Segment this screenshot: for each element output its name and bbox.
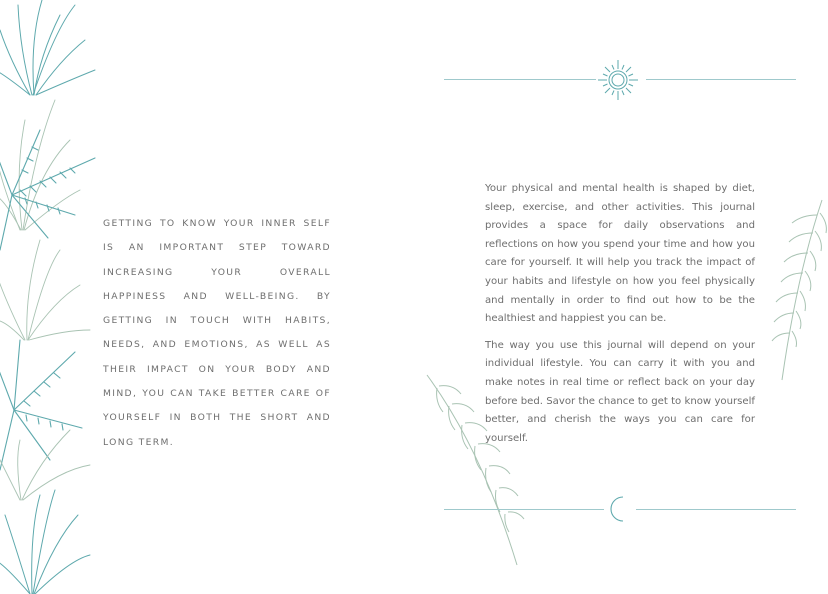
top-divider-left [444, 79, 596, 80]
paragraph-1: Your physical and mental health is shaped by diet, sleep, exercise, and other activities. This journal provides a space for daily observations and reflections on how you spend your time and how you care for yourself. It will help you track the impact of your habits and lifestyle on how you feel physically and mentally in order to find out how to be the healthiest and happiest you can be. [485, 183, 755, 325]
bottom-divider-left [444, 509, 604, 510]
intro-uppercase-text: GETTING TO KNOW YOUR INNER SELF IS AN IMPORTANT STEP TOWARD INCREASING YOUR OVERALL HAPPINESS AND WELL-BEING. BY GETTING IN TOUCH WITH HABITS, NEEDS, AND EMOTIONS, AS WELL AS THEIR IMPACT ON YOUR BODY AND MIND, YOU CAN TAKE BETTER CARE OF YOURSELF IN BOTH THE SHORT AND LONG TERM. [103, 218, 331, 448]
crescent-moon-icon [605, 494, 635, 524]
right-page [414, 0, 828, 594]
intro-body-text [485, 180, 755, 456]
sun-icon [596, 58, 640, 102]
paragraph-2: The way you use this journal will depend on your individual lifestyle. You can carry it with you and make notes in real time or reflect back on your day before bed. Savor the chance to get to know yourself better, and cherish the ways you can care for yourself. [485, 339, 755, 444]
leaf-sprig-illustration-right [752, 195, 828, 385]
botanical-border-illustration [0, 0, 110, 594]
top-divider-right [646, 79, 796, 80]
bottom-divider-right [636, 509, 796, 510]
